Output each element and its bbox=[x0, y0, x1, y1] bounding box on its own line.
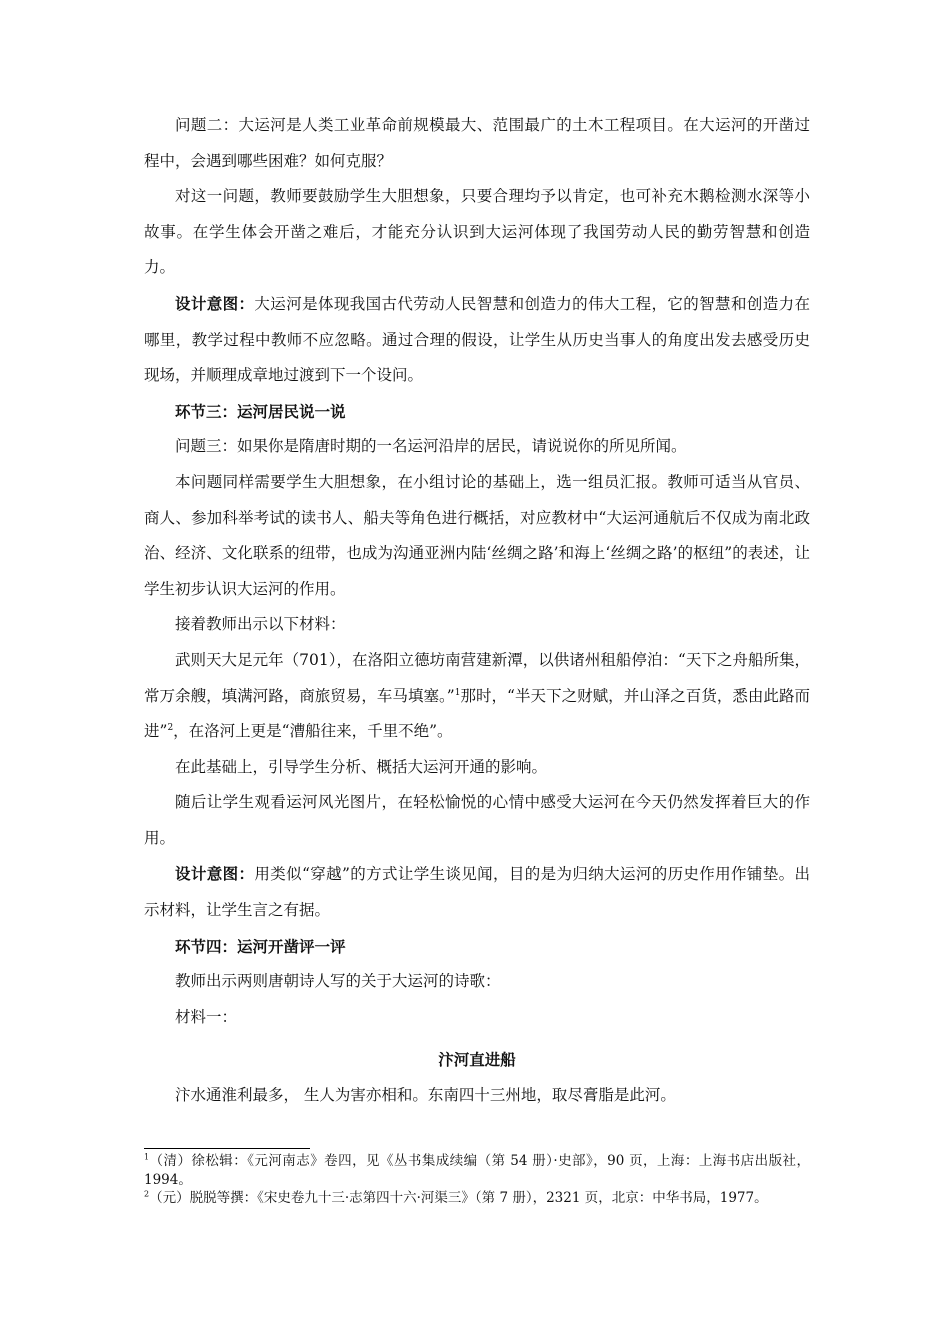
footnote-ref-1: 1 bbox=[454, 687, 461, 698]
footnote-text: （元）脱脱等撰：《宋史卷九十三·志第四十六·河渠三》（第 7 册），2321 页，北京：中华书局，1977。 bbox=[149, 1190, 768, 1206]
footnote-ref-2: 2 bbox=[167, 722, 174, 733]
heading-section-three: 环节三：运河居民说一说 bbox=[175, 401, 346, 421]
poem-line: 汴水通淮利最多， 生人为害亦相和。东南四十三州地，取尽膏脂是此河。 bbox=[175, 1086, 676, 1105]
design-intent-label: 设计意图： bbox=[175, 864, 255, 884]
quote-part-a: 武则天大足元年（701），在洛阳立德坊南营建新潭，以供诸州租船停泊：“天下之舟船所集，常万余艘，填满河路，商旅贸易，车马填塞。” bbox=[144, 650, 810, 705]
heading-section-four: 环节四：运河开凿评一评 bbox=[175, 936, 346, 956]
paragraph-teacher-guidance: 对这一问题，教师要鼓励学生大胆想象，只要合理均予以肯定，也可补充木鹅检测水深等小故事。在学生体会开凿之难后，才能充分认识到大运河体现了我国劳动人民的勤劳智慧和创造力。 bbox=[144, 187, 810, 277]
paragraph-poems-intro: 教师出示两则唐朝诗人写的关于大运河的诗歌： bbox=[175, 972, 501, 991]
quote-part-c: ，在洛河上更是“漕船往来，千里不绝”。 bbox=[173, 722, 453, 741]
footnote-2 bbox=[144, 1189, 810, 1208]
quote-part-b: 那时，“半天下之财赋，并山泽之百货，悉由此路而进” bbox=[144, 686, 810, 741]
paragraph-design-intent-1 bbox=[144, 286, 810, 394]
footnote-number: 1 bbox=[144, 1152, 150, 1162]
paragraph-analysis: 在此基础上，引导学生分析、概括大运河开通的影响。 bbox=[175, 757, 548, 776]
paragraph-pictures: 随后让学生观看运河风光图片，在轻松愉悦的心情中感受大运河在今天仍然发挥着巨大的作用。 bbox=[144, 793, 810, 847]
design-intent-label: 设计意图： bbox=[175, 293, 255, 313]
footnote-text: （清）徐松辑：《元河南志》卷四，见《丛书集成续编（第 54 册）·史部》，90 页，上海：上海书店出版社，1994。 bbox=[144, 1153, 810, 1188]
paragraph-imagination: 本问题同样需要学生大胆想象，在小组讨论的基础上，选一组员汇报。教师可适当从官员、商人、参加科举考试的读书人、船夫等角色进行概括，对应教材中“大运河通航后不仅成为南北政治、经济、文化联系的纽带，也成为沟通亚洲内陆‘丝绸之路’和海上‘丝绸之路’的枢纽”的表述，让学生初步认识大运河的作用。 bbox=[144, 472, 810, 598]
paragraph-question-two: 问题二：大运河是人类工业革命前规模最大、范围最广的土木工程项目。在大运河的开凿过程中，会遇到哪些困难？如何克服？ bbox=[144, 116, 810, 170]
paragraph-design-intent-2 bbox=[144, 856, 810, 928]
paragraph-material-quote bbox=[144, 643, 810, 750]
footnote-divider bbox=[144, 1148, 310, 1149]
poem-title: 汴河直进船 bbox=[438, 1050, 516, 1070]
footnote-1 bbox=[144, 1152, 810, 1189]
paragraph-material-one: 材料一： bbox=[175, 1007, 238, 1026]
footnote-number: 2 bbox=[144, 1189, 150, 1199]
paragraph-question-three: 问题三：如果你是隋唐时期的一名运河沿岸的居民，请说说你的所见所闻。 bbox=[175, 437, 687, 456]
paragraph-material-intro: 接着教师出示以下材料： bbox=[175, 615, 346, 634]
design-intent-text: 用类似“穿越”的方式让学生谈见闻，目的是为归纳大运河的历史作用作铺垫。出示材料，让学生言之有据。 bbox=[144, 865, 810, 920]
document-body bbox=[144, 108, 810, 1114]
footnotes bbox=[144, 1152, 810, 1208]
design-intent-text: 大运河是体现我国古代劳动人民智慧和创造力的伟大工程，它的智慧和创造力在哪里，教学过程中教师不应忽略。通过合理的假设，让学生从历史当事人的角度出发去感受历史现场，并顺理成章地过渡到下一个设问。 bbox=[144, 294, 810, 385]
